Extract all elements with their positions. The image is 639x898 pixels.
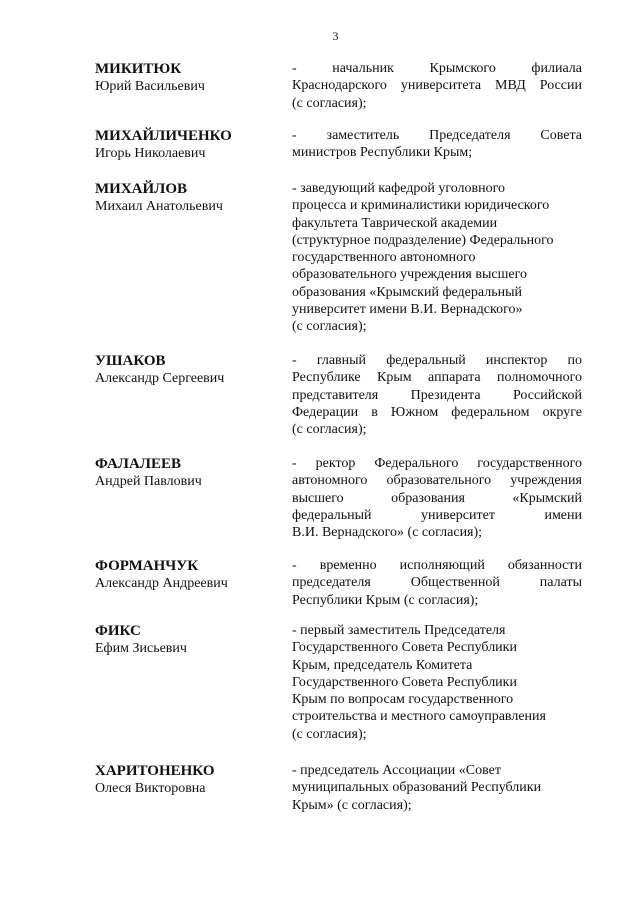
member-name	[95, 455, 285, 490]
member-name	[95, 762, 285, 797]
position-line: Государственного Совета Республики	[292, 674, 517, 690]
position-line: (с согласия);	[292, 422, 367, 438]
position-line: министров Республики Крым;	[292, 145, 473, 161]
member-position	[292, 127, 582, 162]
position-line: муниципальных образований Республики	[292, 780, 542, 796]
member-surname: МИКИТЮК	[95, 61, 182, 77]
member-name	[95, 180, 285, 215]
position-line: (с согласия);	[292, 726, 367, 742]
position-line: председателя Общественной палаты	[292, 575, 582, 591]
position-line: - заведующий кафедрой уголовного	[292, 181, 506, 196]
member-given-name: Александр Сергеевич	[95, 371, 225, 386]
position-line: - заместитель Председателя Совета	[292, 128, 582, 143]
position-line: процесса и криминалистики юридического	[292, 198, 550, 214]
position-line: (с согласия);	[292, 319, 367, 335]
position-line: университет имени В.И. Вернадского»	[292, 302, 523, 318]
position-line: (с согласия);	[292, 95, 367, 111]
position-line: - начальник Крымского филиала	[292, 61, 582, 76]
position-line: Крым, председатель Комитета	[292, 657, 473, 673]
member-name	[95, 127, 285, 162]
member-surname: ФАЛАЛЕЕВ	[95, 456, 181, 472]
member-given-name: Ефим Зисьевич	[95, 641, 187, 656]
member-surname: МИХАЙЛОВ	[95, 181, 188, 197]
member-given-name: Олеся Викторовна	[95, 781, 206, 796]
position-line: Крым по вопросам государственного	[292, 692, 514, 708]
member-surname: ХАРИТОНЕНКО	[95, 763, 215, 779]
member-surname: УШАКОВ	[95, 353, 166, 369]
member-position	[292, 557, 582, 609]
member-surname: ФИКС	[95, 623, 141, 639]
position-line: автономного образовательного учреждения	[292, 473, 582, 489]
member-position	[292, 622, 582, 743]
member-position	[292, 352, 582, 438]
member-name	[95, 352, 285, 387]
position-line: Государственного Совета Республики	[292, 640, 517, 656]
member-given-name: Александр Андреевич	[95, 576, 228, 591]
position-line: Краснодарского университета МВД России	[292, 78, 582, 94]
position-line: Федерации в Южном федеральном округе	[292, 404, 582, 420]
position-line: В.И. Вернадского» (с согласия);	[292, 525, 483, 541]
member-given-name: Игорь Николаевич	[95, 146, 206, 161]
position-line: образовательного учреждения высшего	[292, 267, 527, 283]
member-position	[292, 60, 582, 112]
member-name	[95, 557, 285, 592]
position-line: образования «Крымский федеральный	[292, 284, 522, 300]
member-given-name: Юрий Васильевич	[95, 79, 205, 94]
position-line: - председатель Ассоциации «Совет	[292, 763, 501, 778]
member-surname: МИХАЙЛИЧЕНКО	[95, 128, 232, 144]
member-name	[95, 60, 285, 95]
position-line: высшего образования «Крымский	[292, 490, 582, 506]
position-line: строительства и местного самоуправления	[292, 709, 546, 725]
position-line: государственного автономного	[292, 250, 476, 266]
member-position	[292, 762, 582, 814]
position-line: - первый заместитель Председателя	[292, 623, 506, 638]
position-line: - главный федеральный инспектор по	[292, 353, 582, 368]
position-line: федеральный университет имени	[292, 507, 582, 523]
page-number: 3	[332, 29, 339, 43]
position-line: Республике Крым аппарата полномочного	[292, 370, 582, 386]
position-line: Республики Крым (с согласия);	[292, 592, 479, 608]
member-surname: ФОРМАНЧУК	[95, 558, 199, 574]
member-name	[95, 622, 285, 657]
position-line: Крым» (с согласия);	[292, 797, 412, 813]
position-line: - ректор Федерального государственного	[292, 456, 582, 471]
position-line: факультета Таврической академии	[292, 215, 498, 231]
position-line: представителя Президента Российской	[292, 387, 582, 403]
position-line: - временно исполняющий обязанности	[292, 558, 582, 573]
member-given-name: Михаил Анатольевич	[95, 199, 223, 214]
member-position	[292, 180, 582, 336]
member-position	[292, 455, 582, 541]
position-line: (структурное подразделение) Федерального	[292, 232, 554, 248]
member-given-name: Андрей Павлович	[95, 474, 202, 489]
